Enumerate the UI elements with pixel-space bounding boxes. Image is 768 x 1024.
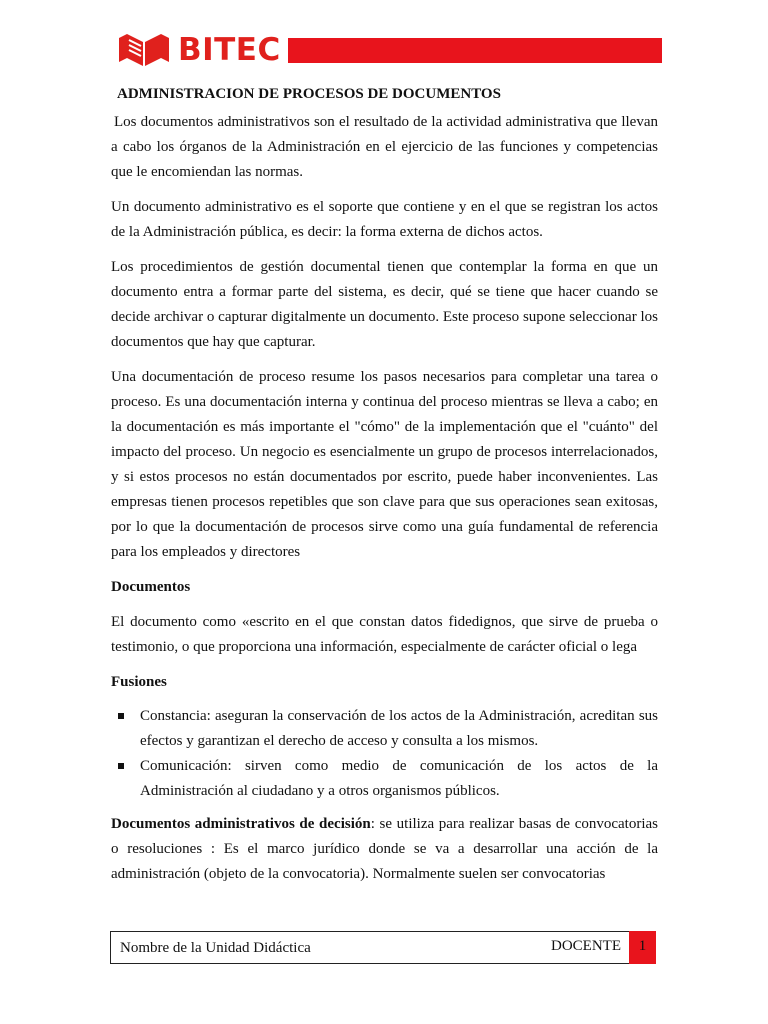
- paragraph-5: El documento como «escrito en el que constan datos fidedignos, que sirve de prueba o testimonio, o que proporciona una información, especialmente de carácter oficial o lega: [111, 614, 658, 655]
- document-body: [111, 82, 658, 887]
- open-book-logo-icon: [117, 32, 171, 68]
- paragraph-1: Los documentos administrativos son el resultado de la actividad administrativa que llevan a cabo los órganos de la Administración en el ejercicio de las funciones y competencias que le encomiendan las normas.: [111, 114, 658, 180]
- section-heading-documentos: Documentos: [111, 579, 191, 595]
- paragraph-6: [111, 812, 658, 887]
- page-footer: [110, 931, 656, 964]
- unit-name: Nombre de la Unidad Didáctica: [120, 940, 311, 956]
- bullet-list: [111, 704, 658, 804]
- paragraph-2: Un documento administrativo es el soporte que contiene y en el que se registran los actos de la Administración pública, es decir: la forma externa de dichos actos.: [111, 199, 658, 240]
- section-heading-fusiones: Fusiones: [111, 674, 167, 690]
- role-label: DOCENTE: [551, 938, 621, 954]
- header-red-bar: [288, 38, 662, 63]
- page-header: [112, 30, 662, 70]
- page-number: 1: [629, 931, 656, 964]
- paragraph-6-text: : se utiliza para realizar basas de convocatorias o resoluciones : Es el marco jurídico donde se va a desarrollar una acción de la administración (objeto de la convocatoria). Normalmente suelen ser convocatorias: [111, 816, 658, 882]
- document-title: ADMINISTRACION DE PROCESOS DE DOCUMENTOS: [117, 86, 501, 102]
- paragraph-6-bold-lead: Documentos administrativos de decisión: [111, 816, 371, 832]
- list-item: Comunicación: sirven como medio de comunicación de los actos de la Administración al ciudadano y a otros organismos públicos.: [111, 754, 658, 804]
- list-item: Constancia: aseguran la conservación de los actos de la Administración, acreditan sus efectos y garantizan el derecho de acceso y consulta a los mismos.: [111, 704, 658, 754]
- paragraph-4: Una documentación de proceso resume los pasos necesarios para completar una tarea o proceso. Es una documentación interna y continua del proceso mientras se lleva a cabo; en la documentación es más importante el "cómo" de la implementación que el "cuánto" del impacto del proceso. Un negocio es esencialmente un grupo de procesos interrelacionados, y si estos procesos no están documentados por escrito, puede haber inconvenientes. Las empresas tienen procesos repetibles que son clave para que sus operaciones sean exitosas, por lo que la documentación de procesos sirve como una guía fundamental de referencia para los empleados y directores: [111, 369, 658, 560]
- paragraph-3: Los procedimientos de gestión documental tienen que contemplar la forma en que un documento entra a formar parte del sistema, es decir, qué se tiene que hacer cuando se decide archivar o capturar digitalmente un documento. Este proceso supone seleccionar los documentos que hay que capturar.: [111, 259, 658, 350]
- brand-logo-text: BITEC: [178, 32, 281, 68]
